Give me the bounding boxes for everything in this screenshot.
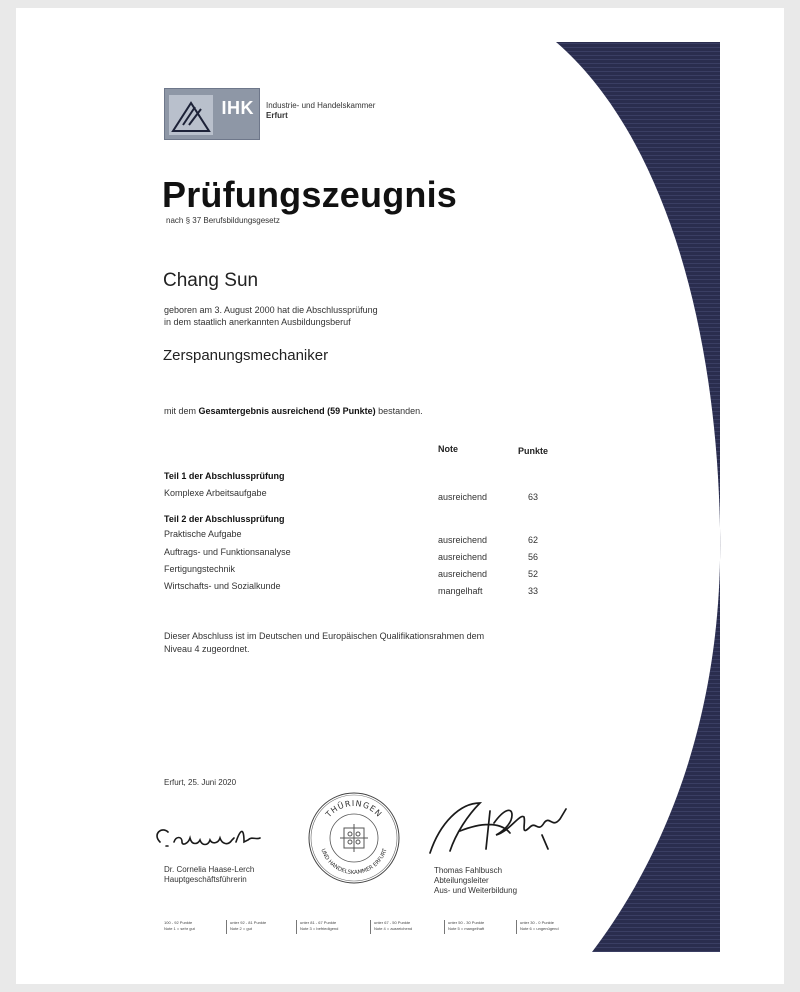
grade-scale-cell	[516, 920, 559, 934]
grade-scale-cell	[370, 920, 412, 934]
official-seal	[306, 790, 402, 886]
grade-label: Note 3 = befriedigend	[300, 926, 339, 931]
part2-row-note: ausreichend	[438, 535, 488, 545]
part2-heading: Teil 2 der Abschlussprüfung	[164, 514, 285, 524]
part2-row-points: 52	[528, 569, 539, 579]
column-header-note: Note	[438, 444, 458, 454]
signature-right	[420, 793, 590, 865]
grade-scale-cell	[164, 920, 195, 934]
part2-row-points: 62	[528, 535, 539, 545]
profession-title: Zerspanungsmechaniker	[163, 347, 329, 364]
grade-scale-cell	[296, 920, 338, 934]
signer-right-role: Abteilungsleiter	[434, 876, 489, 885]
qualification-statement	[164, 630, 554, 656]
grade-range: unter 92 - 81 Punkte	[230, 920, 267, 925]
part2-row-note: ausreichend	[438, 569, 488, 579]
part2-row-label: Auftrags- und Funktionsanalyse	[164, 547, 291, 557]
svg-text:THÜRINGEN	[323, 799, 384, 820]
ihk-logo	[164, 88, 260, 140]
candidate-name: Chang Sun	[163, 270, 259, 291]
signer-left	[164, 865, 254, 885]
statement-line-1: Dieser Abschluss ist im Deutschen und Europäischen Qualifikationsrahmen dem	[164, 631, 485, 641]
grade-label: Note 5 = mangelhaft	[448, 926, 485, 931]
part2-row-label: Wirtschafts- und Sozialkunde	[164, 581, 281, 591]
result-prefix: mit dem	[164, 406, 197, 416]
logo-mark-icon	[169, 95, 213, 135]
birth-statement	[164, 304, 494, 328]
overall-result	[164, 406, 423, 416]
chamber-line-2: Erfurt	[266, 111, 288, 120]
signer-right-name: Thomas Fahlbusch	[434, 866, 503, 875]
grade-range: unter 67 - 50 Punkte	[374, 920, 411, 925]
part2-row-note: ausreichend	[438, 552, 488, 562]
document-title: Prüfungszeugnis	[162, 174, 458, 215]
document-subtitle: nach § 37 Berufsbildungsgesetz	[166, 216, 280, 225]
signature-left	[148, 818, 278, 858]
grade-range: unter 81 - 67 Punkte	[300, 920, 337, 925]
grade-label: Note 2 = gut	[230, 926, 252, 931]
statement-line-2: Niveau 4 zugeordnet.	[164, 644, 250, 654]
place-date: Erfurt, 25. Juni 2020	[164, 778, 237, 787]
part2-row-points: 56	[528, 552, 539, 562]
birth-line-2: in dem staatlich anerkannten Ausbildungsberuf	[164, 317, 351, 327]
seal-text-top: THÜRINGEN	[324, 798, 384, 820]
seal-text-bottom: UND HANDELSKAMMER ERFURT	[319, 848, 389, 877]
part1-heading: Teil 1 der Abschlussprüfung	[164, 471, 285, 481]
part2-row-label: Fertigungstechnik	[164, 564, 236, 574]
logo-text: IHK	[221, 98, 254, 118]
grade-scale-cell	[226, 920, 266, 934]
signer-left-role: Hauptgeschäftsführerin	[164, 875, 247, 884]
grade-range: unter 50 - 30 Punkte	[448, 920, 485, 925]
birth-line-1: geboren am 3. August 2000 hat die Abschlussprüfung	[164, 305, 378, 315]
signer-left-name: Dr. Cornelia Haase-Lerch	[164, 865, 255, 874]
result-bold: Gesamtergebnis ausreichend (59 Punkte)	[198, 406, 376, 416]
part2-row-points: 33	[528, 586, 539, 596]
result-suffix: bestanden.	[378, 406, 423, 416]
grade-label: Note 4 = ausreichend	[374, 926, 413, 931]
column-header-punkte: Punkte	[518, 446, 549, 456]
grade-scale-cell	[444, 920, 484, 934]
chamber-line-1: Industrie- und Handelskammer	[266, 101, 376, 110]
chamber-name	[266, 101, 375, 121]
signer-right	[434, 866, 517, 896]
grade-label: Note 6 = ungenügend	[520, 926, 559, 931]
part2-row-label: Praktische Aufgabe	[164, 529, 242, 539]
grade-label: Note 1 = sehr gut	[164, 926, 195, 931]
part1-row-points: 63	[528, 492, 539, 502]
part1-row-label: Komplexe Arbeitsaufgabe	[164, 488, 267, 498]
certificate-page	[16, 8, 784, 984]
signer-right-role-2: Aus- und Weiterbildung	[434, 886, 518, 895]
grade-range: unter 30 - 0 Punkte	[520, 920, 555, 925]
grade-range: 100 - 92 Punkte	[164, 920, 193, 925]
part1-row-note: ausreichend	[438, 492, 488, 502]
part2-row-note: mangelhaft	[438, 586, 483, 596]
grade-scale	[164, 920, 584, 934]
